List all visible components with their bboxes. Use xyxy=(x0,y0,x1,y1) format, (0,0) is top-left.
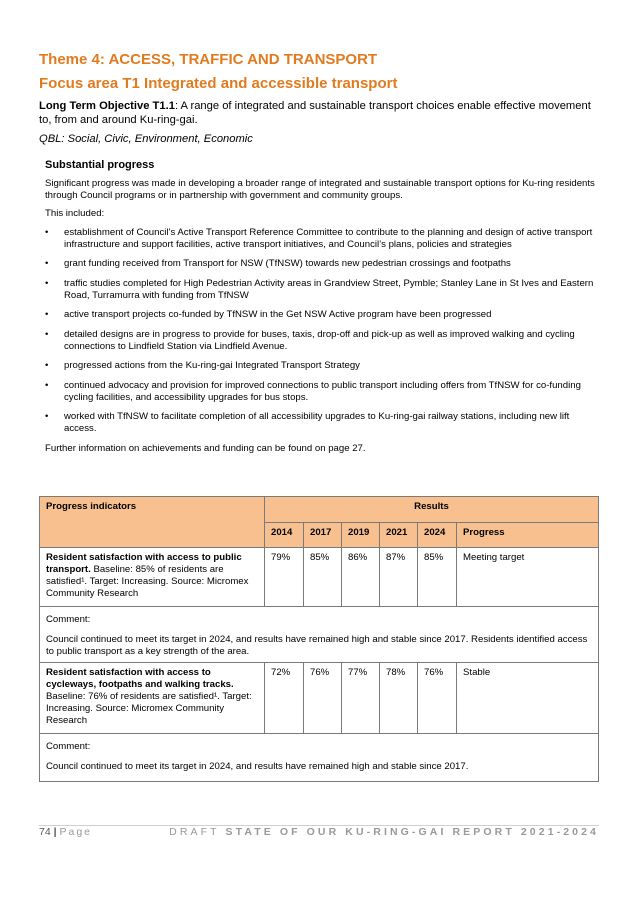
page-number: 74 xyxy=(39,826,51,838)
result-cell: 76% xyxy=(418,663,457,734)
objective-label: Long Term Objective T1.1 xyxy=(39,100,175,112)
included-label: This included: xyxy=(45,208,105,220)
col-header-year: 2017 xyxy=(304,523,342,548)
indicator-title: Resident satisfaction with access to public transport. xyxy=(46,552,242,575)
page-number-label xyxy=(39,826,92,838)
list-item xyxy=(45,380,601,404)
col-header-year: 2021 xyxy=(380,523,418,548)
report-name: STATE OF OUR KU-RING-GAI REPORT 2021-2024 xyxy=(225,826,599,838)
indicator-description xyxy=(40,548,265,607)
col-header-year: 2014 xyxy=(265,523,304,548)
list-item-text: worked with TfNSW to facilitate completion of all accessibility upgrades to Ku-ring-gai railway stations, including new lift access. xyxy=(64,411,570,435)
col-header-progress: Progress xyxy=(457,523,599,548)
comment-row xyxy=(40,734,599,782)
list-item-text: continued advocacy and provision for improved connections to public transport including offers from TfNSW for co-funding cycling facilities, and accessibility upgrades for bus stops. xyxy=(64,379,581,403)
list-item-text: detailed designs are in progress to provide for buses, taxis, drop-off and pick-up as well as improved walking and cycling connections to Lindfield Station via Lindfield Avenue. xyxy=(64,328,575,352)
progress-cell: Stable xyxy=(457,663,599,734)
page-footer xyxy=(39,825,599,838)
result-cell: 78% xyxy=(380,663,418,734)
result-cell: 79% xyxy=(265,548,304,607)
indicator-detail: Baseline: 85% of residents are satisfied¹. Target: Increasing. Source: Micromex Community Research xyxy=(46,564,249,599)
list-item xyxy=(45,278,601,302)
progress-heading: Substantial progress xyxy=(45,159,155,171)
col-header-results: Results xyxy=(265,497,599,523)
list-item-text: progressed actions from the Ku-ring-gai Integrated Transport Strategy xyxy=(64,360,360,372)
comment-label: Comment: xyxy=(46,614,91,625)
bullet-icon: • xyxy=(45,309,49,321)
list-item-text: establishment of Council’s Active Transport Reference Committee to contribute to the planning and design of active transport infrastructure and support facilities, active transport initiatives, and Council’s plans, policies and strategies xyxy=(64,226,593,250)
indicator-title: Resident satisfaction with access to cycleways, footpaths and walking tracks. xyxy=(46,667,234,690)
col-header-year: 2024 xyxy=(418,523,457,548)
progress-cell: Meeting target xyxy=(457,548,599,607)
page-separator: | xyxy=(53,826,57,838)
indicator-detail: Baseline: 76% of residents are satisfied¹. Target: Increasing. Source: Micromex Community Research xyxy=(46,691,252,726)
list-item xyxy=(45,329,601,353)
comment-cell xyxy=(40,607,599,663)
further-info: Further information on achievements and funding can be found on page 27. xyxy=(45,442,366,454)
comment-row xyxy=(40,607,599,663)
objective-text: : A range of integrated and sustainable transport choices enable effective movement to, from and around Ku-ring-gai. xyxy=(39,100,591,126)
list-item xyxy=(45,227,601,251)
comment-cell xyxy=(40,734,599,782)
achievement-list xyxy=(45,227,601,436)
progress-intro: Significant progress was made in developing a broader range of integrated and sustainable transport options for Ku-ring residents through Council programs or in partnership with government and community groups. xyxy=(45,178,595,202)
bullet-icon: • xyxy=(45,379,49,391)
list-item xyxy=(45,411,601,435)
long-term-objective xyxy=(39,99,599,127)
list-item-text: grant funding received from Transport for NSW (TfNSW) towards new pedestrian crossings and footpaths xyxy=(64,258,511,270)
bullet-icon: • xyxy=(45,328,49,340)
progress-indicators-table xyxy=(39,496,599,782)
col-header-year: 2019 xyxy=(342,523,380,548)
list-item-text: active transport projects co-funded by TfNSW in the Get NSW Active program have been progressed xyxy=(64,309,492,321)
col-header-indicators: Progress indicators xyxy=(40,497,265,548)
result-cell: 77% xyxy=(342,663,380,734)
list-item xyxy=(45,258,601,270)
comment-text: Council continued to meet its target in 2024, and results have remained high and stable since 2017. Residents identified access to public transport as a key strength of the area. xyxy=(46,634,588,657)
comment-text: Council continued to meet its target in 2024, and results have remained high and stable since 2017. xyxy=(46,761,469,772)
report-title xyxy=(169,826,599,838)
list-item xyxy=(45,360,601,372)
bullet-icon: • xyxy=(45,360,49,372)
indicator-description xyxy=(40,663,265,734)
bullet-icon: • xyxy=(45,277,49,289)
list-item-text: traffic studies completed for High Pedestrian Activity areas in Grandview Street, Pymble; Stanley Lane in St Ives and Eastern Road, Turramurra with funding from TfNSW xyxy=(64,277,594,301)
list-item xyxy=(45,309,601,321)
comment-label: Comment: xyxy=(46,741,91,752)
table-header-row xyxy=(40,497,599,523)
bullet-icon: • xyxy=(45,258,49,270)
bullet-icon: • xyxy=(45,226,49,238)
draft-label: DRAFT xyxy=(169,826,220,838)
result-cell: 87% xyxy=(380,548,418,607)
result-cell: 85% xyxy=(418,548,457,607)
result-cell: 76% xyxy=(304,663,342,734)
qbl-line: QBL: Social, Civic, Environment, Economic xyxy=(39,133,253,145)
table-row xyxy=(40,548,599,607)
progress-section xyxy=(45,158,601,461)
theme-title: Theme 4: ACCESS, TRAFFIC AND TRANSPORT xyxy=(39,51,378,68)
result-cell: 72% xyxy=(265,663,304,734)
result-cell: 85% xyxy=(304,548,342,607)
table-row xyxy=(40,663,599,734)
focus-area-title: Focus area T1 Integrated and accessible transport xyxy=(39,75,398,92)
result-cell: 86% xyxy=(342,548,380,607)
bullet-icon: • xyxy=(45,411,49,423)
page-word: Page xyxy=(59,826,93,838)
